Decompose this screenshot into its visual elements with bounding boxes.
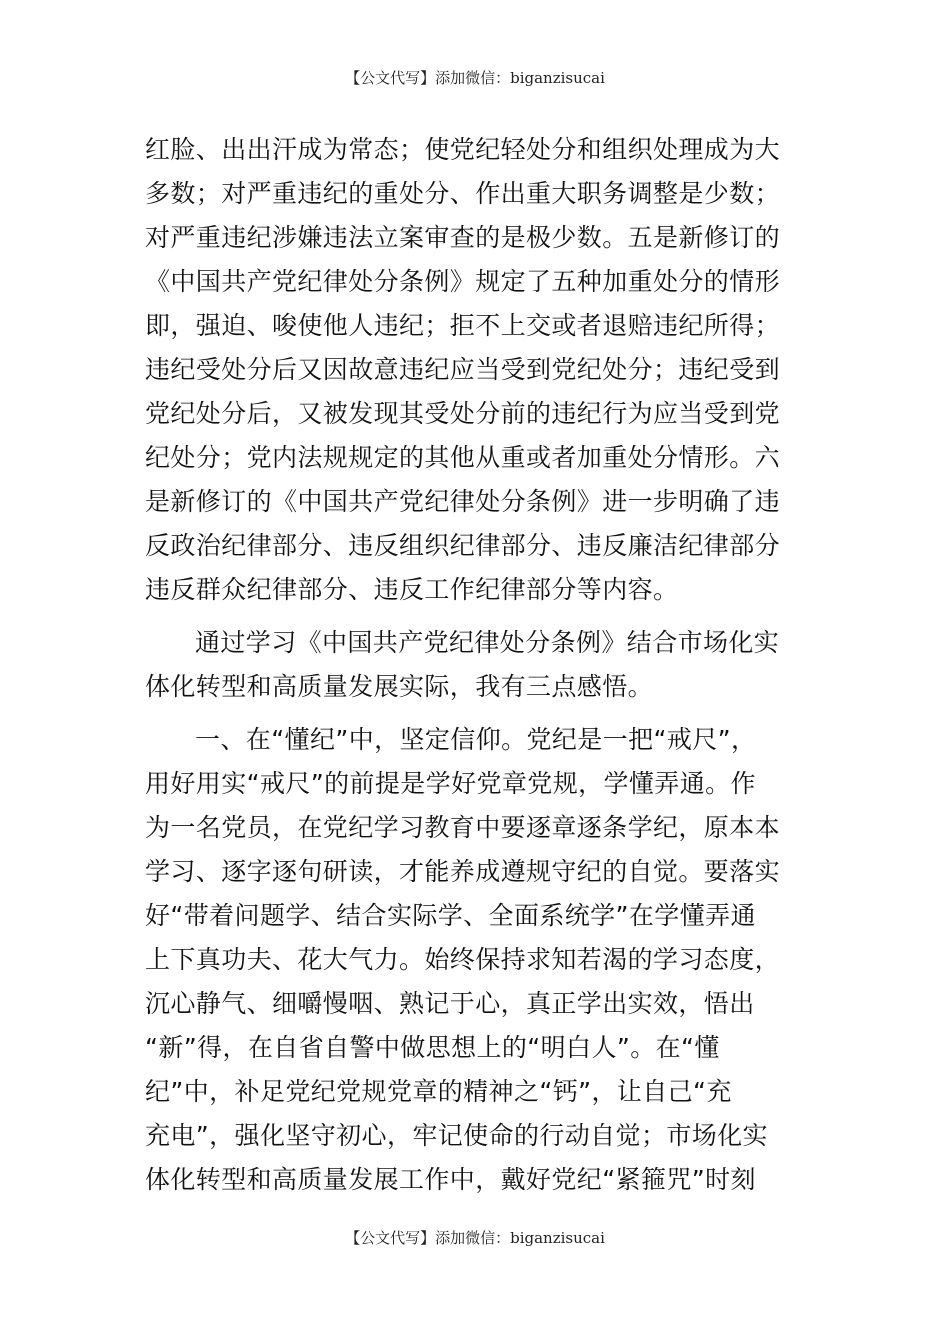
document-body [145, 128, 845, 1202]
text-line: 违反群众纪律部分、违反工作纪律部分等内容。 [145, 575, 679, 604]
text-line: 体化转型和高质量发展工作中，戴好党纪“紧箍咒”时刻 [145, 1165, 756, 1194]
text-line: 纪”中，补足党纪党规党章的精神之“钙”，让自己“充 [145, 1077, 732, 1106]
text-line: 对严重违纪涉嫌违法立案审查的是极少数。五是新修订的 [145, 223, 781, 252]
paragraph-1 [145, 128, 845, 612]
text-line: 红脸、出出汗成为常态；使党纪轻处分和组织处理成为大 [145, 135, 781, 164]
text-line: 一、在“懂纪”中，坚定信仰。党纪是一把“戒尺”， [195, 725, 757, 754]
text-line: 为一名党员，在党纪学习教育中要逐章逐条学纪，原本本 [145, 813, 781, 842]
text-line: 用好用实“戒尺”的前提是学好党章党规，学懂弄通。作 [145, 769, 756, 798]
text-line: 《中国共产党纪律处分条例》规定了五种加重处分的情形 [145, 267, 781, 296]
text-line: 是新修订的《中国共产党纪律处分条例》进一步明确了违 [145, 487, 781, 516]
text-line: 即，强迫、唆使他人违纪；拒不上交或者退赔违纪所得； [145, 311, 781, 340]
text-line: 沉心静气、细嚼慢咽、熟记于心，真正学出实效，悟出 [145, 989, 755, 1018]
paragraph-2 [145, 621, 845, 709]
text-line: “新”得，在自省自警中做思想上的“明白人”。在“懂 [145, 1033, 720, 1062]
text-line: 好“带着问题学、结合实际学、全面系统学”在学懂弄通 [145, 901, 756, 930]
text-line: 党纪处分后，又被发现其受处分前的违纪行为应当受到党 [145, 399, 781, 428]
text-line: 充电”，强化坚守初心，牢记使命的行动自觉；市场化实 [145, 1121, 768, 1150]
paragraph-3 [145, 718, 845, 1202]
text-line: 纪处分；党内法规规定的其他从重或者加重处分情形。六 [145, 443, 781, 472]
text-line: 违纪受处分后又因故意违纪应当受到党纪处分；违纪受到 [145, 355, 781, 384]
header-watermark-note: 【公文代写】添加微信：biganzisucai [345, 69, 605, 87]
text-line: 上下真功夫、花大气力。始终保持求知若渴的学习态度， [145, 945, 781, 974]
text-line: 学习、逐字逐句研读，才能养成遵规守纪的自觉。要落实 [145, 857, 781, 886]
text-line: 多数；对严重违纪的重处分、作出重大职务调整是少数； [145, 179, 781, 208]
text-line: 体化转型和高质量发展实际，我有三点感悟。 [145, 672, 654, 701]
footer-watermark-note: 【公文代写】添加微信：biganzisucai [345, 1229, 605, 1247]
text-line: 通过学习《中国共产党纪律处分条例》结合市场化实 [195, 628, 780, 657]
text-line: 反政治纪律部分、违反组织纪律部分、违反廉洁纪律部分 [145, 531, 781, 560]
